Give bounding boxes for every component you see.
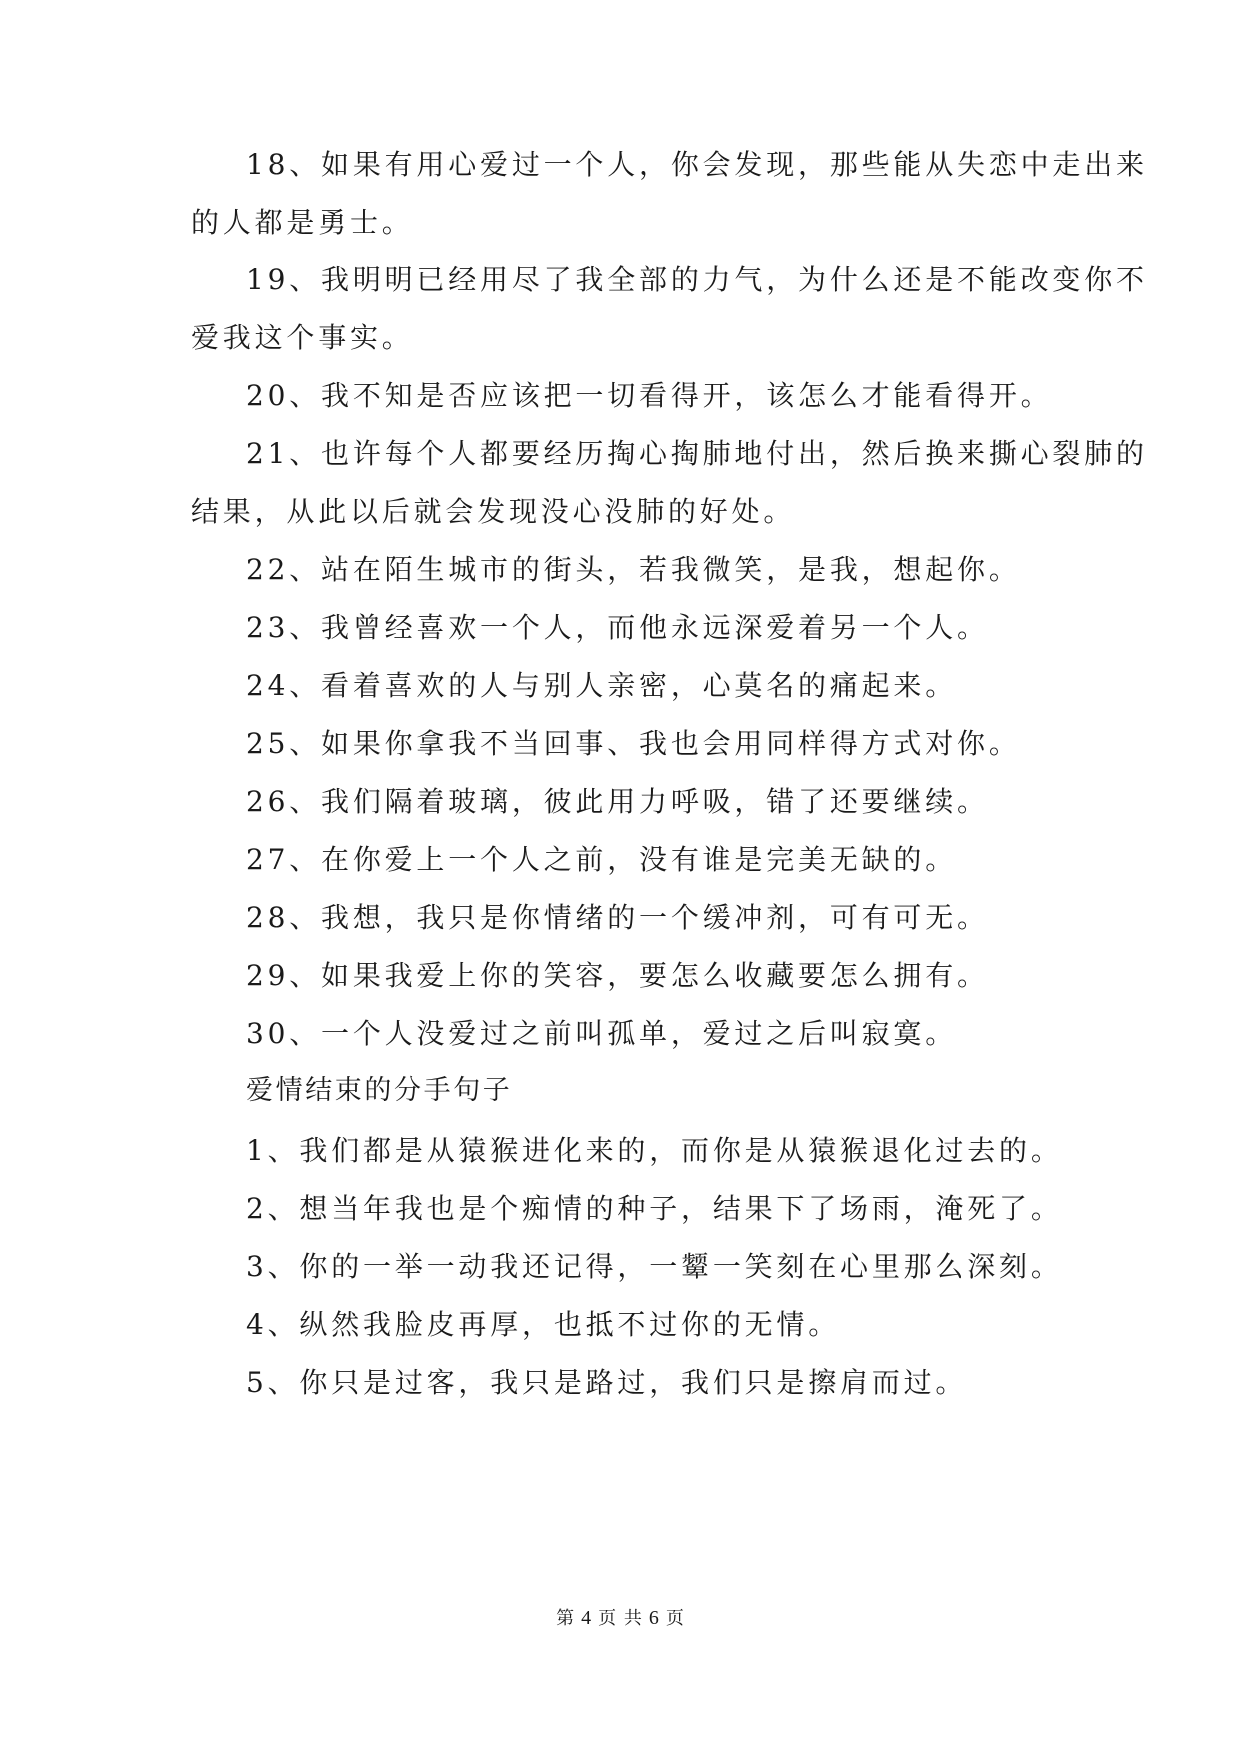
- item-text: 我们都是从猿猴进化来的，而你是从猿猴退化过去的。: [299, 1134, 1063, 1167]
- section-item-2: [246, 1189, 1063, 1229]
- list-item-19: [246, 260, 1148, 300]
- list-item-28: [246, 898, 989, 938]
- item-number: 20、: [246, 379, 322, 412]
- item-text: 如果有用心爱过一个人，你会发现，那些能从失恋中走出来: [321, 148, 1148, 181]
- item-number: 19、: [246, 263, 322, 296]
- total-page-number: 6: [648, 1607, 660, 1629]
- item-number: 21、: [246, 437, 322, 470]
- list-item-19-continuation: 爱我这个事实。: [191, 321, 414, 354]
- item-text: 我曾经喜欢一个人，而他永远深爱着另一个人。: [321, 611, 989, 644]
- item-text: 你只是过客，我只是路过，我们只是擦肩而过。: [299, 1366, 968, 1399]
- list-item-29: [246, 956, 989, 996]
- item-number: 2、: [246, 1192, 300, 1225]
- footer-middle: 页 共: [598, 1608, 643, 1629]
- section-item-3: [246, 1247, 1063, 1287]
- item-number: 4、: [246, 1308, 300, 1341]
- list-item-21-continuation: 结果，从此以后就会发现没心没肺的好处。: [191, 495, 796, 528]
- item-number: 22、: [246, 553, 322, 586]
- item-number: 3、: [246, 1250, 300, 1283]
- item-text: 站在陌生城市的街头，若我微笑，是我，想起你。: [321, 553, 1021, 586]
- item-number: 23、: [246, 611, 322, 644]
- list-item-26: [246, 782, 989, 822]
- item-text: 我明明已经用尽了我全部的力气，为什么还是不能改变你不: [321, 263, 1148, 296]
- item-number: 25、: [246, 727, 322, 760]
- item-number: 5、: [246, 1366, 300, 1399]
- list-item-20: [246, 376, 1052, 416]
- item-number: 28、: [246, 901, 322, 934]
- item-text: 看着喜欢的人与别人亲密，心莫名的痛起来。: [321, 669, 958, 702]
- list-item-21: [246, 434, 1148, 474]
- list-item-23: [246, 608, 989, 648]
- item-text: 如果你拿我不当回事、我也会用同样得方式对你。: [321, 727, 1021, 760]
- item-number: 29、: [246, 959, 322, 992]
- item-text: 我不知是否应该把一切看得开，该怎么才能看得开。: [321, 379, 1053, 412]
- list-item-27: [246, 840, 957, 880]
- item-text: 纵然我脸皮再厚，也抵不过你的无情。: [299, 1308, 841, 1341]
- item-text: 你的一举一动我还记得，一颦一笑刻在心里那么深刻。: [299, 1250, 1063, 1283]
- item-text: 我们隔着玻璃，彼此用力呼吸，错了还要继续。: [321, 785, 989, 818]
- item-number: 18、: [246, 148, 322, 181]
- list-item-30: [246, 1014, 957, 1054]
- item-text: 如果我爱上你的笑容，要怎么收藏要怎么拥有。: [321, 959, 989, 992]
- section-heading: 爱情结束的分手句子: [246, 1075, 513, 1106]
- item-number: 1、: [246, 1134, 300, 1167]
- current-page-number: 4: [581, 1607, 593, 1629]
- item-number: 24、: [246, 669, 322, 702]
- item-number: 30、: [246, 1017, 322, 1050]
- list-item-25: [246, 724, 1021, 764]
- footer-prefix: 第: [556, 1608, 576, 1629]
- footer-suffix: 页: [665, 1608, 685, 1629]
- list-item-18-continuation: 的人都是勇士。: [191, 206, 414, 239]
- section-item-5: [246, 1363, 967, 1403]
- section-item-1: [246, 1131, 1063, 1171]
- item-number: 26、: [246, 785, 322, 818]
- item-text: 我想，我只是你情绪的一个缓冲剂，可有可无。: [321, 901, 989, 934]
- list-item-22: [246, 550, 1021, 590]
- section-item-4: [246, 1305, 840, 1345]
- list-item-24: [246, 666, 957, 706]
- item-number: 27、: [246, 843, 322, 876]
- page-footer: [0, 1606, 1241, 1631]
- item-text: 也许每个人都要经历掏心掏肺地付出，然后换来撕心裂肺的: [321, 437, 1148, 470]
- item-text: 在你爱上一个人之前，没有谁是完美无缺的。: [321, 843, 958, 876]
- list-item-18: [246, 145, 1148, 185]
- item-text: 想当年我也是个痴情的种子，结果下了场雨，淹死了。: [299, 1192, 1063, 1225]
- item-text: 一个人没爱过之前叫孤单，爱过之后叫寂寞。: [321, 1017, 958, 1050]
